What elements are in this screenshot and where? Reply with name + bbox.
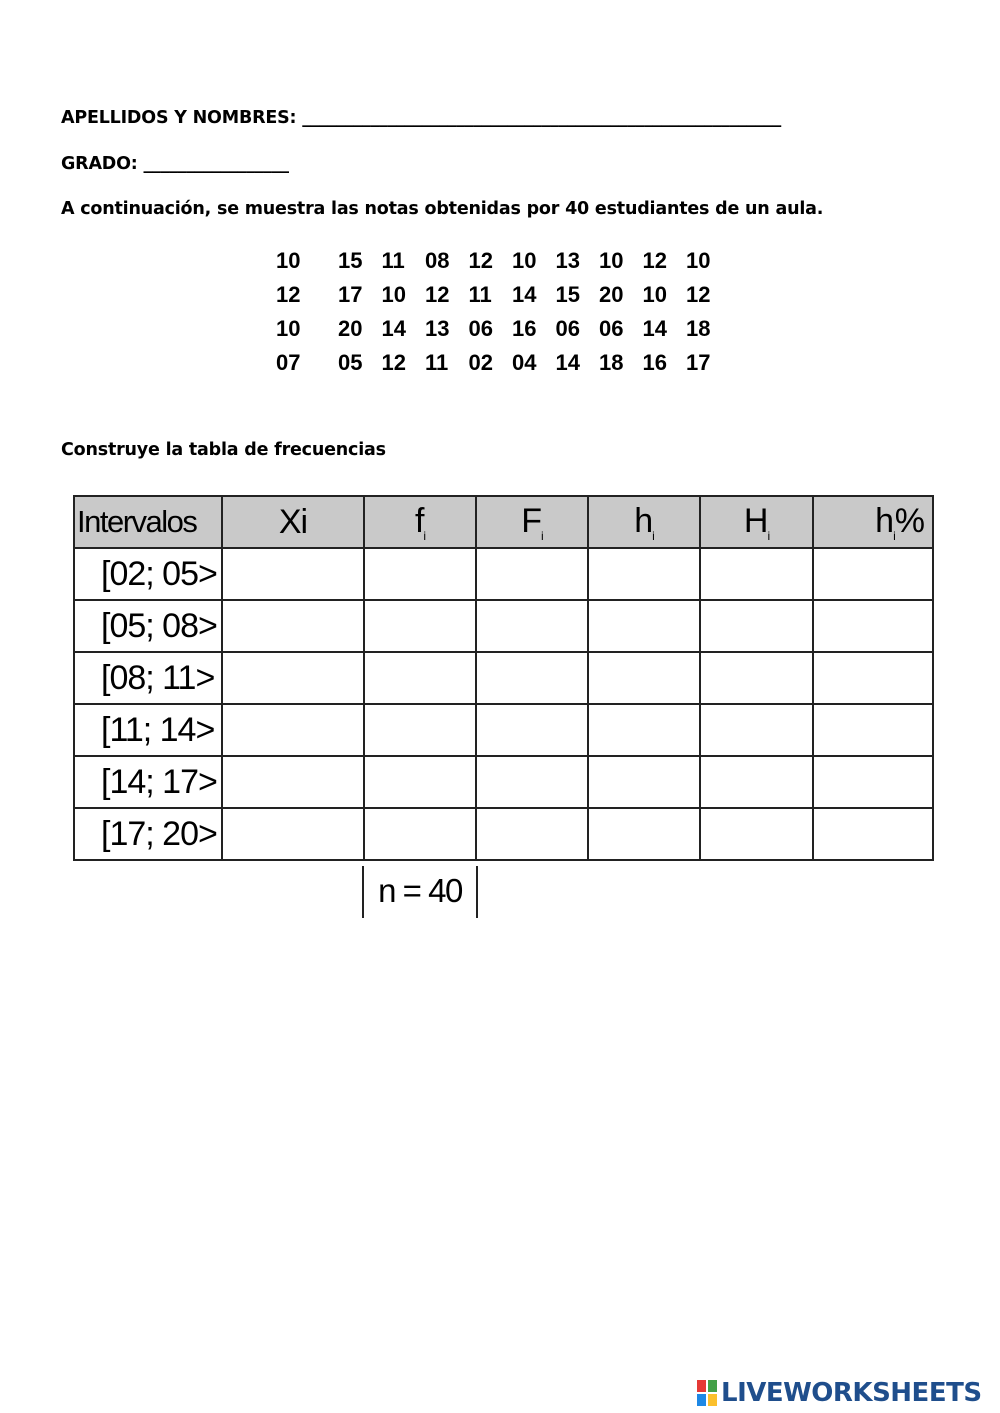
hi-percent-input-cell[interactable] [813, 600, 933, 652]
score-value: 12 [468, 248, 493, 273]
table-row [74, 704, 933, 756]
score-value: 04 [512, 350, 537, 375]
scores-row [276, 244, 730, 278]
header-hp-letter: h [875, 501, 894, 540]
Fi-input-cell[interactable] [476, 652, 588, 704]
score-value: 13 [555, 248, 580, 273]
logo-square [708, 1394, 717, 1406]
interval-cell: [02; 05> [74, 548, 222, 600]
hi-percent-input-cell[interactable] [813, 704, 933, 756]
score-value: 15 [555, 282, 580, 307]
xi-input-cell[interactable] [222, 548, 364, 600]
hi-percent-input-cell[interactable] [813, 548, 933, 600]
scores-row [276, 278, 730, 312]
header-Fi-sub: i [541, 528, 543, 543]
score-value: 10 [512, 248, 537, 273]
header-Hi-sub: i [767, 528, 770, 543]
logo-mark-icon [697, 1380, 717, 1406]
score-value: 11 [381, 248, 405, 273]
interval-cell: [05; 08> [74, 600, 222, 652]
score-value: 15 [338, 248, 363, 273]
table-header-row [74, 496, 933, 548]
Hi-input-cell[interactable] [700, 808, 813, 860]
score-value: 10 [686, 248, 711, 273]
header-fi-letter: f [414, 501, 424, 540]
score-value: 14 [555, 350, 580, 375]
Hi-input-cell[interactable] [700, 652, 813, 704]
interval-cell: [14; 17> [74, 756, 222, 808]
hi-percent-input-cell[interactable] [813, 652, 933, 704]
hi-input-cell[interactable] [588, 704, 700, 756]
score-value: 14 [642, 316, 667, 341]
header-hi-sub: i [652, 528, 654, 543]
score-value: 06 [599, 316, 624, 341]
header-fi-sub: i [423, 528, 426, 543]
header-hp-sub: i [893, 528, 895, 543]
score-value: 14 [512, 282, 537, 307]
xi-input-cell[interactable] [222, 600, 364, 652]
score-value: 05 [338, 350, 363, 375]
fi-input-cell[interactable] [364, 756, 476, 808]
header-Hi-cumulative [700, 496, 813, 548]
Fi-input-cell[interactable] [476, 600, 588, 652]
score-value: 12 [642, 248, 667, 273]
logo-square [697, 1380, 706, 1392]
table-row [74, 600, 933, 652]
score-value: 08 [425, 248, 450, 273]
score-value: 10 [381, 282, 406, 307]
intro-text: A continuación, se muestra las notas obtenidas por 40 estudiantes de un aula. [61, 199, 824, 219]
score-value: 12 [686, 282, 711, 307]
Hi-input-cell[interactable] [700, 704, 813, 756]
score-value: 10 [276, 316, 301, 341]
score-value: 06 [555, 316, 580, 341]
score-value: 18 [686, 316, 711, 341]
table-row [74, 652, 933, 704]
hi-percent-input-cell[interactable] [813, 756, 933, 808]
header-hi-percent [813, 496, 933, 548]
grade-field-label: GRADO: _________________ [61, 154, 289, 174]
fi-input-cell[interactable] [364, 704, 476, 756]
score-value: 17 [338, 282, 363, 307]
hi-input-cell[interactable] [588, 600, 700, 652]
score-value: 12 [381, 350, 406, 375]
xi-input-cell[interactable] [222, 652, 364, 704]
fi-input-cell[interactable] [364, 600, 476, 652]
frequency-table [73, 495, 934, 861]
hi-input-cell[interactable] [588, 808, 700, 860]
liveworksheets-logo [697, 1378, 982, 1408]
header-Hi-letter: H [743, 501, 768, 540]
Hi-input-cell[interactable] [700, 756, 813, 808]
hi-input-cell[interactable] [588, 652, 700, 704]
score-value: 13 [425, 316, 450, 341]
table-row [74, 808, 933, 860]
logo-text: LIVEWORKSHEETS [721, 1378, 982, 1408]
header-hi [588, 496, 700, 548]
score-value: 02 [468, 350, 493, 375]
header-hi-letter: h [634, 501, 653, 540]
score-value: 06 [468, 316, 493, 341]
hi-percent-input-cell[interactable] [813, 808, 933, 860]
task-instruction: Construye la tabla de frecuencias [61, 440, 386, 460]
scores-row [276, 346, 730, 380]
score-value: 20 [599, 282, 624, 307]
score-value: 10 [599, 248, 624, 273]
score-value: 12 [425, 282, 450, 307]
header-xi: Xi [222, 496, 364, 548]
Hi-input-cell[interactable] [700, 600, 813, 652]
total-n-cell: n = 40 [362, 866, 478, 918]
Fi-input-cell[interactable] [476, 548, 588, 600]
score-value: 16 [512, 316, 537, 341]
interval-cell: [08; 11> [74, 652, 222, 704]
logo-square [697, 1394, 706, 1406]
table-row [74, 756, 933, 808]
score-value: 14 [381, 316, 406, 341]
fi-input-cell[interactable] [364, 548, 476, 600]
fi-input-cell[interactable] [364, 808, 476, 860]
score-value: 20 [338, 316, 363, 341]
score-value: 16 [642, 350, 667, 375]
score-value: 17 [686, 350, 711, 375]
xi-input-cell[interactable] [222, 704, 364, 756]
score-value: 11 [425, 350, 449, 375]
name-field-label: APELLIDOS Y NOMBRES: ________________________________________________________ [61, 108, 782, 128]
score-value: 10 [642, 282, 667, 307]
xi-input-cell[interactable] [222, 756, 364, 808]
score-value: 18 [599, 350, 624, 375]
xi-input-cell[interactable] [222, 808, 364, 860]
score-value: 10 [276, 248, 301, 273]
score-value: 12 [276, 282, 301, 307]
Fi-input-cell[interactable] [476, 704, 588, 756]
header-intervalos: Intervalos [74, 496, 222, 548]
header-Fi-letter: F [521, 501, 542, 540]
hi-input-cell[interactable] [588, 756, 700, 808]
score-value: 07 [276, 350, 301, 375]
fi-input-cell[interactable] [364, 652, 476, 704]
score-value: 11 [468, 282, 492, 307]
header-fi [364, 496, 476, 548]
logo-square [708, 1380, 717, 1392]
hi-input-cell[interactable] [588, 548, 700, 600]
interval-cell: [11; 14> [74, 704, 222, 756]
table-row [74, 548, 933, 600]
scores-row [276, 312, 730, 346]
header-Fi-cumulative [476, 496, 588, 548]
Fi-input-cell[interactable] [476, 756, 588, 808]
Fi-input-cell[interactable] [476, 808, 588, 860]
interval-cell: [17; 20> [74, 808, 222, 860]
header-percent-sign: % [894, 501, 924, 540]
Hi-input-cell[interactable] [700, 548, 813, 600]
scores-grid [276, 244, 730, 380]
